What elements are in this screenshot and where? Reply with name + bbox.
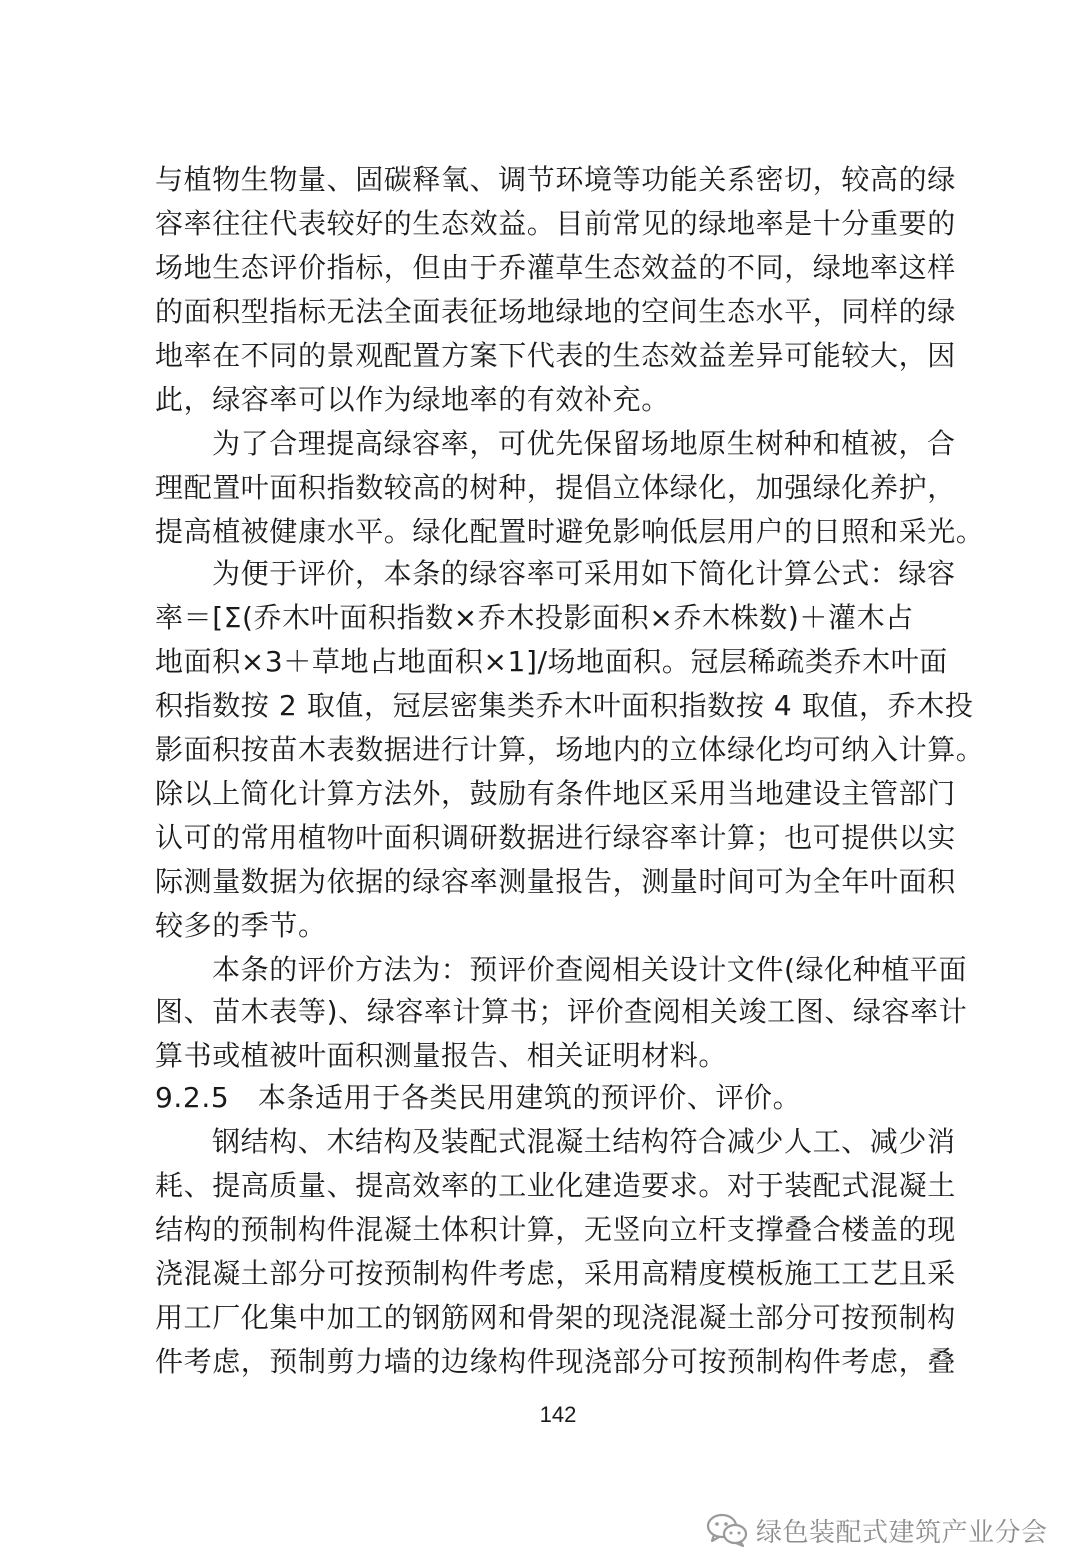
text-line: 地率在不同的景观配置方案下代表的生态效益差异可能较大，因 xyxy=(155,339,956,372)
formula-line: 率＝[Σ(乔木叶面积指数×乔木投影面积×乔木株数)＋灌木占 xyxy=(155,601,914,634)
text-line: 耗、提高质量、提高效率的工业化建造要求。对于装配式混凝土 xyxy=(155,1169,956,1202)
wechat-icon xyxy=(706,1512,748,1548)
text-line: 影面积按苗木表数据进行计算，场地内的立体绿化均可纳入计算。 xyxy=(155,733,985,766)
text-line: 场地生态评价指标，但由于乔灌草生态效益的不同，绿地率这样 xyxy=(155,251,956,284)
text-line: 浇混凝土部分可按预制构件考虑，采用高精度模板施工工艺且采 xyxy=(155,1257,956,1290)
text-line: 认可的常用植物叶面积调研数据进行绿容率计算；也可提供以实 xyxy=(155,821,956,854)
text-line: 用工厂化集中加工的钢筋网和骨架的现浇混凝土部分可按预制构 xyxy=(155,1301,956,1334)
clause-heading: 9.2.5 本条适用于各类民用建筑的预评价、评价。 xyxy=(155,1081,802,1114)
paragraph-start-line: 为便于评价，本条的绿容率可采用如下简化计算公式：绿容 xyxy=(212,557,956,590)
text-line: 际测量数据为依据的绿容率测量报告，测量时间可为全年叶面积 xyxy=(155,865,956,898)
text-line: 较多的季节。 xyxy=(155,909,327,942)
text-line: 图、苗木表等)、绿容率计算书；评价查阅相关竣工图、绿容率计 xyxy=(155,995,968,1028)
text-line: 件考虑，预制剪力墙的边缘构件现浇部分可按预制构件考虑，叠 xyxy=(155,1345,956,1378)
text-line: 的面积型指标无法全面表征场地绿地的空间生态水平，同样的绿 xyxy=(155,295,956,328)
paragraph-start-line: 为了合理提高绿容率，可优先保留场地原生树种和植被，合 xyxy=(212,427,956,460)
paragraph-start-line: 本条的评价方法为：预评价查阅相关设计文件(绿化种植平面 xyxy=(212,953,968,986)
page-number: 142 xyxy=(539,1402,577,1427)
text-line: 除以上简化计算方法外，鼓励有条件地区采用当地建设主管部门 xyxy=(155,777,956,810)
paragraph-start-line: 钢结构、木结构及装配式混凝土结构符合减少人工、减少消 xyxy=(212,1125,956,1158)
text-line: 此，绿容率可以作为绿地率的有效补充。 xyxy=(155,383,670,416)
watermark-text: 绿色装配式建筑产业分会 xyxy=(756,1517,1048,1548)
text-line: 结构的预制构件混凝土体积计算，无竖向立杆支撑叠合楼盖的现 xyxy=(155,1213,956,1246)
text-line: 理配置叶面积指数较高的树种，提倡立体绿化，加强绿化养护， xyxy=(155,471,956,504)
text-line: 与植物生物量、固碳释氧、调节环境等功能关系密切，较高的绿 xyxy=(155,163,956,196)
text-line: 积指数按 2 取值，冠层密集类乔木叶面积指数按 4 取值，乔木投 xyxy=(155,689,974,722)
formula-line: 地面积×3＋草地占地面积×1]/场地面积。冠层稀疏类乔木叶面 xyxy=(155,645,948,678)
text-line: 提高植被健康水平。绿化配置时避免影响低层用户的日照和采光。 xyxy=(155,515,985,548)
watermark xyxy=(706,1506,1048,1554)
text-line: 算书或植被叶面积测量报告、相关证明材料。 xyxy=(155,1039,728,1072)
text-line: 容率往往代表较好的生态效益。目前常见的绿地率是十分重要的 xyxy=(155,207,956,240)
